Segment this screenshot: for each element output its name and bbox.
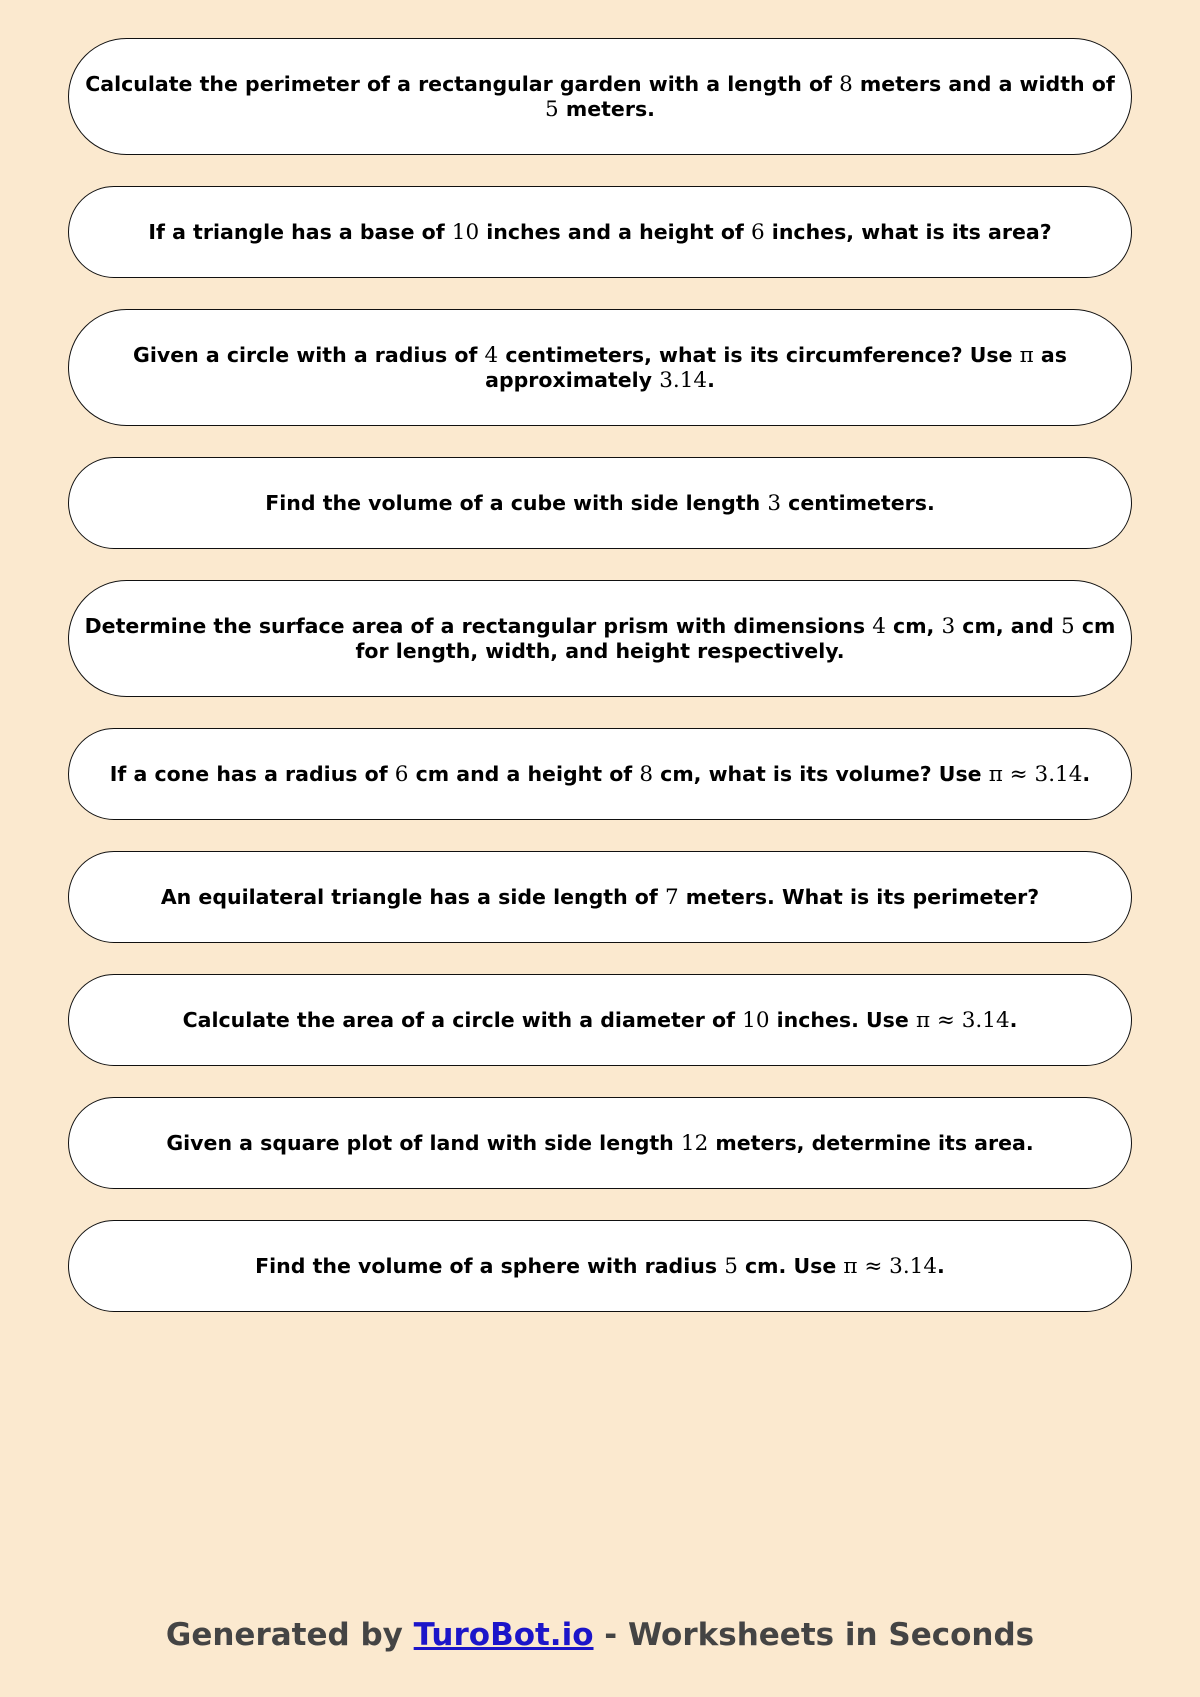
question-text-segment: centimeters, what is its circumference? Use	[498, 342, 1020, 367]
math-expression: 6	[750, 219, 765, 245]
question-text	[255, 1254, 945, 1279]
question-text-segment: If a cone has a radius of	[109, 761, 395, 786]
math-expression: π ≈ 3.14	[988, 761, 1083, 787]
question-card-10	[68, 1220, 1132, 1312]
math-expression: 4	[872, 613, 886, 639]
question-text	[83, 343, 1117, 393]
question-text-segment: Find the volume of a sphere with radius	[255, 1253, 725, 1278]
question-text	[83, 72, 1117, 122]
question-text-segment: Find the volume of a cube with side length	[265, 490, 768, 515]
question-text-segment: cm for length, width, and height respectively.	[355, 613, 1116, 663]
question-text-segment: inches. Use	[769, 1007, 916, 1032]
math-expression: 10	[742, 1007, 770, 1033]
question-text-segment: Determine the surface area of a rectangular prism with dimensions	[84, 613, 873, 638]
question-card-2	[68, 186, 1132, 278]
math-expression: 5	[1061, 613, 1075, 639]
question-text-segment: cm. Use	[737, 1253, 844, 1278]
question-text-segment: cm, and	[955, 613, 1061, 638]
question-text-segment: inches and a height of	[479, 219, 751, 244]
question-text	[183, 1008, 1018, 1033]
question-text-segment: Given a square plot of land with side length	[166, 1130, 681, 1155]
question-text-segment: Given a circle with a radius of	[133, 342, 485, 367]
question-text-segment: meters. What is its perimeter?	[678, 884, 1040, 909]
question-text-segment: meters and a width of	[852, 71, 1115, 96]
question-text	[166, 1131, 1033, 1156]
question-card-7	[68, 851, 1132, 943]
question-text-segment: meters, determine its area.	[708, 1130, 1034, 1155]
math-expression: 10	[451, 219, 480, 245]
math-expression: 7	[664, 884, 679, 910]
math-expression: 4	[484, 342, 499, 368]
question-text-segment: centimeters.	[781, 490, 935, 515]
question-text-segment: inches, what is its area?	[764, 219, 1052, 244]
question-text	[265, 491, 934, 516]
question-text-segment: .	[707, 367, 715, 392]
question-text	[110, 762, 1090, 787]
question-text-segment: cm, what is its volume? Use	[653, 761, 989, 786]
math-expression: 5	[545, 96, 559, 122]
footer-prefix: Generated by	[165, 1617, 414, 1653]
math-expression: 8	[639, 761, 654, 787]
question-card-6	[68, 728, 1132, 820]
math-expression: 5	[724, 1253, 738, 1279]
math-expression: 3	[941, 613, 956, 639]
math-expression: π	[1019, 342, 1034, 368]
math-expression: 3	[767, 490, 782, 516]
question-card-3	[68, 309, 1132, 426]
question-text-segment: Calculate the perimeter of a rectangular garden with a length of	[85, 71, 840, 96]
math-expression: 8	[839, 71, 853, 97]
math-expression: 6	[394, 761, 409, 787]
math-expression: π ≈ 3.14	[915, 1007, 1010, 1033]
question-text-segment: as approximately	[485, 342, 1067, 392]
math-expression: π ≈ 3.14	[843, 1253, 938, 1279]
question-text-segment: .	[937, 1253, 945, 1278]
turobot-link[interactable]: TuroBot.io	[413, 1617, 594, 1653]
question-text-segment: .	[1009, 1007, 1018, 1032]
question-text-segment: An equilateral triangle has a side length of	[160, 884, 665, 909]
question-card-5	[68, 580, 1132, 697]
question-text	[83, 614, 1117, 664]
question-card-1	[68, 38, 1132, 155]
footer-credit	[0, 1617, 1200, 1653]
question-card-4	[68, 457, 1132, 549]
question-text-segment: cm,	[885, 613, 942, 638]
question-card-9	[68, 1097, 1132, 1189]
math-expression: 3.14	[659, 367, 708, 393]
question-text	[161, 885, 1039, 910]
question-list	[68, 38, 1132, 1343]
question-text-segment: .	[1082, 761, 1091, 786]
question-card-8	[68, 974, 1132, 1066]
question-text-segment: meters.	[558, 96, 655, 121]
question-text-segment: If a triangle has a base of	[148, 219, 452, 244]
question-text	[148, 220, 1051, 245]
footer-suffix: - Worksheets in Seconds	[593, 1617, 1035, 1653]
math-expression: 12	[680, 1130, 709, 1156]
question-text-segment: Calculate the area of a circle with a diameter of	[182, 1007, 743, 1032]
question-text-segment: cm and a height of	[408, 761, 640, 786]
